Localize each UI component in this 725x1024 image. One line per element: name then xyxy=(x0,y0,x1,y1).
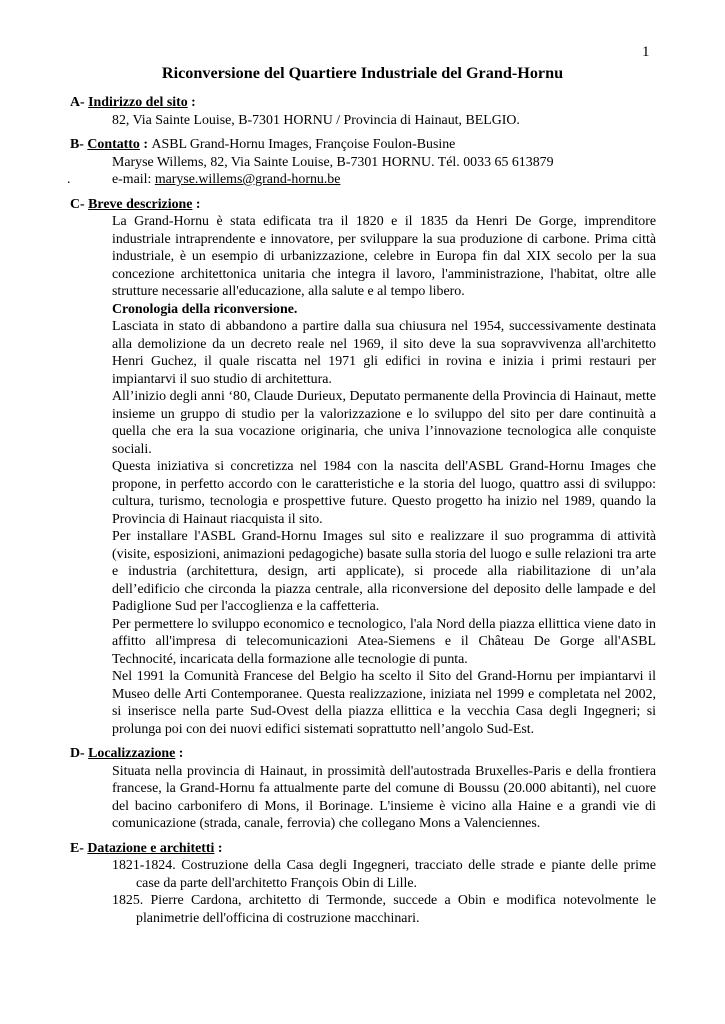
section-dating-prefix: E- xyxy=(70,840,88,856)
section-description xyxy=(70,196,656,739)
section-contact-suffix: : xyxy=(139,137,152,152)
page-number: 1 xyxy=(642,44,650,60)
section-address-suffix: : xyxy=(187,95,196,110)
chronology-paragraph: Questa iniziativa si concretizza nel 1984 con la nascita dell'ASBL Grand-Hornu Images che propone, in perfetto accordo con le caratteristiche e la storia del luogo, quattro assi di sviluppo: cultura, turismo, tecnologia e prospettive future. Questo progetto ha inizio nel 1989, quando la Provincia di Hainaut riacquista il sito. xyxy=(112,459,656,527)
location-text: Situata nella provincia di Hainaut, in prossimità dell'autostrada Bruxelles-Paris e della frontiera francese, la Grand-Hornu fa attualmente parte del comune di Boussu (20.000 abitanti), nel cuore del bacino carbonifero di Mons, il Borinage. L'insieme è vicino alla Haine e a grandi vie di comunicazione (strada, canale, ferrovia) che collegano Mons a Valenciennes. xyxy=(112,763,656,831)
section-address-prefix: A- xyxy=(70,95,89,110)
section-contact xyxy=(67,136,656,189)
section-description-suffix: : xyxy=(192,196,201,212)
email-label: e-mail: xyxy=(112,172,155,187)
section-dating xyxy=(70,840,656,928)
dating-entry xyxy=(70,857,656,892)
description-intro: La Grand-Hornu è stata edificata tra il 1820 e il 1835 da Henri De Gorge, imprenditore industriale intraprendente e innovatore, per sviluppare la sua produzione di carbone. Prima città industriale, è un esempio di urbanizzazione, celebre in Europa fin dal XIX secolo per la sua concezione architettonica unitaria che integra il lavoro, l'amministrazione, l'habitat, oltre alle strutture necessarie all'educazione, alla salute e al tempo libero. xyxy=(112,214,656,299)
chronology-paragraph: Per installare l'ASBL Grand-Hornu Images sul sito e realizzare il suo programma di attività (visite, esposizioni, animazioni pedagogiche) basate sulla storia del luogo e sulle relazioni tra arte e industria (architettura, design, arti applicate), si procede alla riabilitazione di un’ala dell’edificio che circonda la piazza centrale, alla riconversione del deposito delle lampade e del Padiglione Sud per l'accoglienza e la caffetteria. xyxy=(112,529,656,614)
section-location xyxy=(70,745,656,833)
section-location-heading xyxy=(70,745,656,763)
section-location-title: Localizzazione xyxy=(88,746,176,761)
dating-entry xyxy=(70,892,656,927)
section-address-heading xyxy=(70,94,656,112)
section-dating-heading xyxy=(70,840,656,858)
section-dating-suffix: : xyxy=(214,840,223,856)
section-description-heading xyxy=(70,196,656,214)
contact-dot: . xyxy=(67,172,71,187)
document-body xyxy=(67,94,656,927)
chronology-paragraph: All’inizio degli anni ‘80, Claude Durieux, Deputato permanente della Provincia di Hainaut, mette insieme un gruppo di studio per la valorizzazione e lo sviluppo del sito per dare continuità a quella che era la sua vocazione originaria, che univa l’innovazione tecnologica alle conquiste sociali. xyxy=(112,389,656,457)
section-address-title: Indirizzo del sito xyxy=(88,95,188,110)
section-address xyxy=(70,94,656,129)
chronology-paragraph: Lasciata in stato di abbandono a partire dalla sua chiusura nel 1954, successivamente destinata alla demolizione da un decreto reale nel 1969, il sito deve la sua sopravvivenza all'architetto Henri Guchez, il quale riscatta nel 1971 gli edifici in rovina e inizia i primi restauri per impiantarvi il suo studio di architettura. xyxy=(112,319,656,387)
chronology-paragraph: Nel 1991 la Comunità Francese del Belgio ha scelto il Sito del Grand-Hornu per impiantarvi il Museo delle Arti Contemporanee. Questa realizzazione, iniziata nel 1999 e completata nel 2002, si inserisce nella parte Sud-Ovest della piazza ellittica e la vecchia Casa degli Ingegneri; si prolunga poi con dei nuovi edifici sistemati soprattutto nell’angolo Sud-Est. xyxy=(112,669,656,737)
section-location-prefix: D- xyxy=(70,746,89,761)
contact-line-2: Maryse Willems, 82, Via Sainte Louise, B-7301 HORNU. Tél. 0033 65 613879 xyxy=(112,154,554,170)
dating-entry-text: 1825. Pierre Cardona, architetto di Termonde, succede a Obin e modifica notevolmente le planimetrie dell'officina di costruzione macchinari. xyxy=(112,893,656,926)
chronology-title: Cronologia della riconversione. xyxy=(112,301,298,317)
address-text: 82, Via Sainte Louise, B-7301 HORNU / Provincia di Hainaut, BELGIO. xyxy=(112,112,520,128)
section-dating-title: Datazione e architetti xyxy=(87,840,215,856)
section-contact-heading xyxy=(70,137,151,152)
email-link[interactable]: maryse.willems@grand-hornu.be xyxy=(154,172,341,187)
section-description-title: Breve descrizione xyxy=(88,196,193,212)
section-location-suffix: : xyxy=(175,746,184,761)
dating-entry-text: 1821-1824. Costruzione della Casa degli Ingegneri, tracciato delle strade e piante delle prime case da parte dell'architetto François Obin di Lille. xyxy=(112,858,656,891)
document-title: Riconversione del Quartiere Industriale del Grand-Hornu xyxy=(161,64,564,82)
section-contact-prefix: B- xyxy=(70,137,88,152)
contact-line-1: ASBL Grand-Hornu Images, Françoise Foulon-Busine xyxy=(151,137,456,152)
section-contact-title: Contatto xyxy=(87,137,140,152)
chronology-paragraph: Per permettere lo sviluppo economico e tecnologico, l'ala Nord della piazza ellittica viene dato in affitto all'impresa di telecomunicazioni Atea-Siemens e il Château De Gorge all'ASBL Technocité, incaricata della formazione alle tecnologie di punta. xyxy=(112,616,656,667)
section-description-prefix: C- xyxy=(70,196,89,212)
contact-email-line xyxy=(67,171,656,189)
